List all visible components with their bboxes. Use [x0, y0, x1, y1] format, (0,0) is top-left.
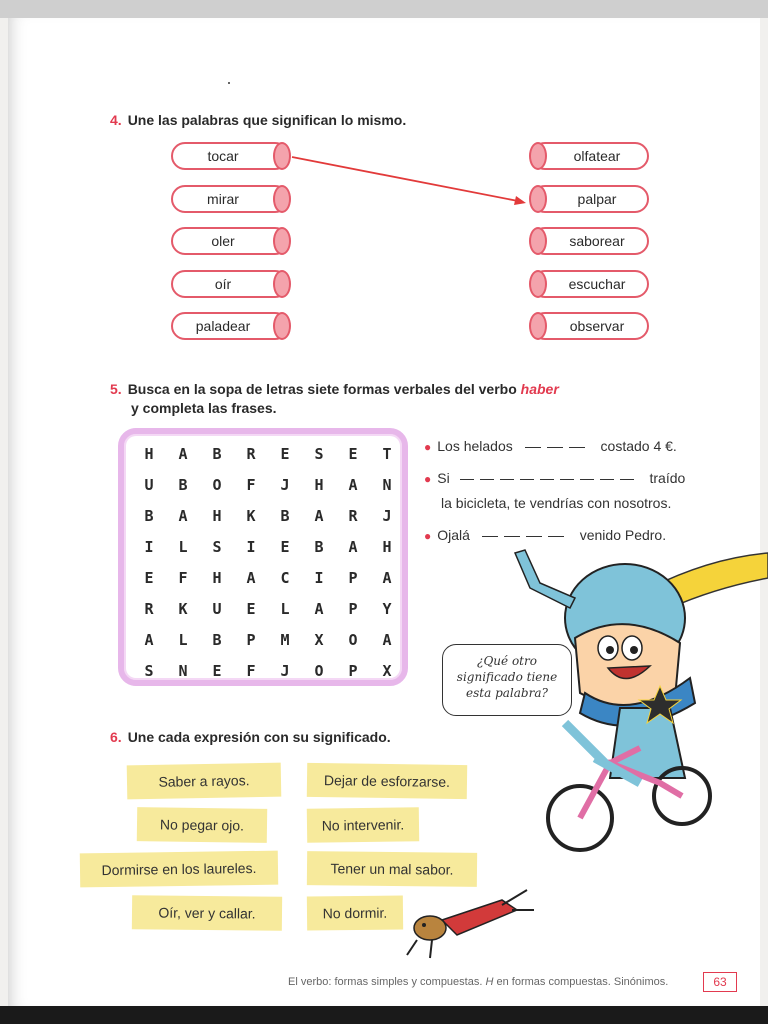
- grid-letter[interactable]: A: [314, 599, 324, 618]
- sentence-1-start: Los helados: [437, 438, 513, 454]
- grid-letter[interactable]: I: [246, 537, 256, 556]
- grid-letter[interactable]: K: [246, 506, 256, 525]
- grid-letter[interactable]: H: [382, 537, 392, 556]
- grid-letter[interactable]: X: [382, 661, 392, 680]
- raised-arm: [515, 550, 575, 608]
- dog-eye: [422, 923, 426, 927]
- answer-blank[interactable]: [460, 478, 474, 480]
- grid-letter[interactable]: P: [348, 661, 358, 680]
- grid-letter[interactable]: A: [246, 568, 256, 587]
- grid-letter[interactable]: M: [280, 630, 290, 649]
- grid-letter[interactable]: O: [314, 661, 324, 680]
- grid-letter[interactable]: E: [212, 661, 222, 680]
- answer-blank[interactable]: [600, 478, 614, 480]
- answer-blank[interactable]: [504, 535, 520, 537]
- grid-letter[interactable]: B: [178, 475, 188, 494]
- left-word-label: tocar: [207, 148, 239, 164]
- grid-letter[interactable]: S: [144, 661, 154, 680]
- footer-text-b: en formas compuestas. Sinónimos.: [496, 976, 669, 988]
- meaning-strip[interactable]: No intervenir.: [307, 807, 419, 843]
- exercise-6-title: [110, 729, 391, 745]
- sentence-2-end: traído: [649, 470, 686, 486]
- grid-letter[interactable]: R: [144, 599, 154, 618]
- grid-letter[interactable]: L: [178, 537, 188, 556]
- grid-letter[interactable]: B: [212, 630, 222, 649]
- answer-blank[interactable]: [548, 535, 564, 537]
- answer-blank[interactable]: [569, 446, 585, 448]
- answer-blank[interactable]: [620, 478, 634, 480]
- answer-blank[interactable]: [500, 478, 514, 480]
- dog-illustration: [402, 880, 538, 960]
- grid-letter[interactable]: F: [178, 568, 188, 587]
- grid-letter[interactable]: B: [314, 537, 324, 556]
- right-word-label: escuchar: [568, 276, 626, 292]
- grid-letter[interactable]: T: [382, 444, 392, 463]
- grid-letter[interactable]: B: [144, 506, 154, 525]
- left-pupil: [606, 646, 614, 654]
- grid-letter[interactable]: X: [314, 630, 324, 649]
- dog-head: [414, 916, 446, 940]
- grid-letter[interactable]: I: [144, 537, 154, 556]
- grid-letter[interactable]: N: [178, 661, 188, 680]
- page-number: 63: [703, 972, 737, 992]
- grid-letter[interactable]: U: [212, 599, 222, 618]
- sentence-3: [424, 527, 666, 543]
- grid-letter[interactable]: S: [314, 444, 324, 463]
- answer-blank[interactable]: [580, 478, 594, 480]
- grid-letter[interactable]: A: [382, 630, 392, 649]
- footer-text-a: El verbo: formas simples y compuestas.: [288, 976, 483, 988]
- meaning-strip[interactable]: No dormir.: [307, 895, 403, 930]
- dog-body: [442, 900, 517, 935]
- grid-letter[interactable]: O: [212, 475, 222, 494]
- exercise-5-title: [110, 380, 559, 418]
- grid-letter[interactable]: K: [178, 599, 188, 618]
- sentence-3-start: Ojalá: [437, 527, 470, 543]
- grid-letter[interactable]: R: [348, 506, 358, 525]
- grid-letter[interactable]: J: [280, 661, 290, 680]
- grid-letter[interactable]: L: [178, 630, 188, 649]
- left-word-label: oler: [211, 233, 235, 249]
- grid-letter[interactable]: P: [348, 599, 358, 618]
- grid-letter[interactable]: Y: [382, 599, 392, 618]
- grid-letter[interactable]: J: [280, 475, 290, 494]
- bullet-icon: ●: [424, 529, 432, 543]
- grid-letter[interactable]: H: [212, 568, 222, 587]
- grid-letter[interactable]: A: [144, 630, 154, 649]
- answer-blank[interactable]: [526, 535, 542, 537]
- sentence-2-start: Si: [437, 470, 450, 486]
- exercise-5-text-b: y completa las frases.: [131, 400, 277, 416]
- sentence-1-end: costado 4 €.: [600, 438, 677, 454]
- grid-letter[interactable]: B: [212, 444, 222, 463]
- meaning-strip[interactable]: Dejar de esforzarse.: [307, 763, 467, 799]
- grid-letter[interactable]: R: [246, 444, 256, 463]
- grid-letter[interactable]: E: [348, 444, 358, 463]
- footer-text-h: H: [485, 976, 494, 988]
- grid-letter[interactable]: N: [382, 475, 392, 494]
- right-word-label: observar: [569, 318, 625, 334]
- expression-strip[interactable]: Oír, ver y callar.: [132, 895, 282, 931]
- grid-letter[interactable]: A: [178, 444, 188, 463]
- grid-letter[interactable]: B: [280, 506, 290, 525]
- sentence-2-continued: la bicicleta, te vendrías con nosotros.: [441, 495, 672, 511]
- grid-letter[interactable]: E: [280, 444, 290, 463]
- expression-strip[interactable]: Dormirse en los laureles.: [80, 851, 278, 888]
- bullet-icon: ●: [424, 472, 432, 486]
- answer-blank[interactable]: [520, 478, 534, 480]
- grid-letter[interactable]: P: [246, 630, 256, 649]
- grid-letter[interactable]: P: [348, 568, 358, 587]
- exercise-5-text-a: Busca en la sopa de letras siete formas verbales del verbo: [127, 381, 517, 397]
- bullet-icon: ●: [424, 440, 432, 454]
- grid-letter[interactable]: H: [144, 444, 154, 463]
- grid-letter[interactable]: A: [314, 506, 324, 525]
- grid-letter[interactable]: A: [178, 506, 188, 525]
- exercise-5-number: 5.: [110, 381, 122, 397]
- sentence-1: [424, 438, 677, 454]
- sentence-3-end: venido Pedro.: [579, 527, 667, 543]
- exercise-4-text: Une las palabras que significan lo mismo.: [127, 112, 407, 128]
- grid-letter[interactable]: F: [246, 475, 256, 494]
- grid-letter[interactable]: A: [348, 475, 358, 494]
- left-word-label: mirar: [207, 191, 239, 207]
- grid-letter[interactable]: A: [348, 537, 358, 556]
- page-footer: [288, 976, 668, 988]
- answer-blank[interactable]: [480, 478, 494, 480]
- grid-letter[interactable]: C: [280, 568, 290, 587]
- right-pupil: [630, 646, 638, 654]
- grid-letter[interactable]: A: [382, 568, 392, 587]
- right-word-label: palpar: [577, 191, 617, 207]
- grid-letter[interactable]: E: [280, 537, 290, 556]
- left-word-label: oír: [214, 276, 232, 292]
- expression-strip[interactable]: No pegar ojo.: [137, 807, 267, 843]
- grid-letter[interactable]: S: [212, 537, 222, 556]
- answer-blank[interactable]: [525, 446, 541, 448]
- grid-letter[interactable]: F: [246, 661, 256, 680]
- exercise-5-highlight: haber: [520, 381, 559, 397]
- exercise-4-number: 4.: [110, 112, 122, 128]
- grid-letter[interactable]: L: [280, 599, 290, 618]
- answer-blank[interactable]: [547, 446, 563, 448]
- grid-letter[interactable]: H: [212, 506, 222, 525]
- answer-blank[interactable]: [560, 478, 574, 480]
- grid-letter[interactable]: U: [144, 475, 154, 494]
- right-word-label: saborear: [569, 233, 625, 249]
- exercise-6-text: Une cada expresión con su significado.: [127, 729, 391, 745]
- grid-letter[interactable]: O: [348, 630, 358, 649]
- meaning-strip[interactable]: Tener un mal sabor.: [307, 851, 477, 887]
- grid-letter[interactable]: H: [314, 475, 324, 494]
- left-word-label: paladear: [195, 318, 251, 334]
- arrow-line: [292, 157, 518, 201]
- word-search-grid[interactable]: [132, 438, 404, 686]
- grid-letter[interactable]: E: [144, 568, 154, 587]
- answer-blank[interactable]: [540, 478, 554, 480]
- grid-letter[interactable]: J: [382, 506, 392, 525]
- right-word-label: olfatear: [573, 148, 621, 164]
- expression-strip[interactable]: Saber a rayos.: [127, 763, 282, 800]
- exercise-6-number: 6.: [110, 729, 122, 745]
- sentence-2: [424, 470, 685, 486]
- grid-letter[interactable]: E: [246, 599, 256, 618]
- answer-blank[interactable]: [482, 535, 498, 537]
- arrow-head: [514, 196, 526, 205]
- grid-letter[interactable]: I: [314, 568, 324, 587]
- speech-bubble: ¿Qué otro significado tiene esta palabra?: [442, 644, 572, 716]
